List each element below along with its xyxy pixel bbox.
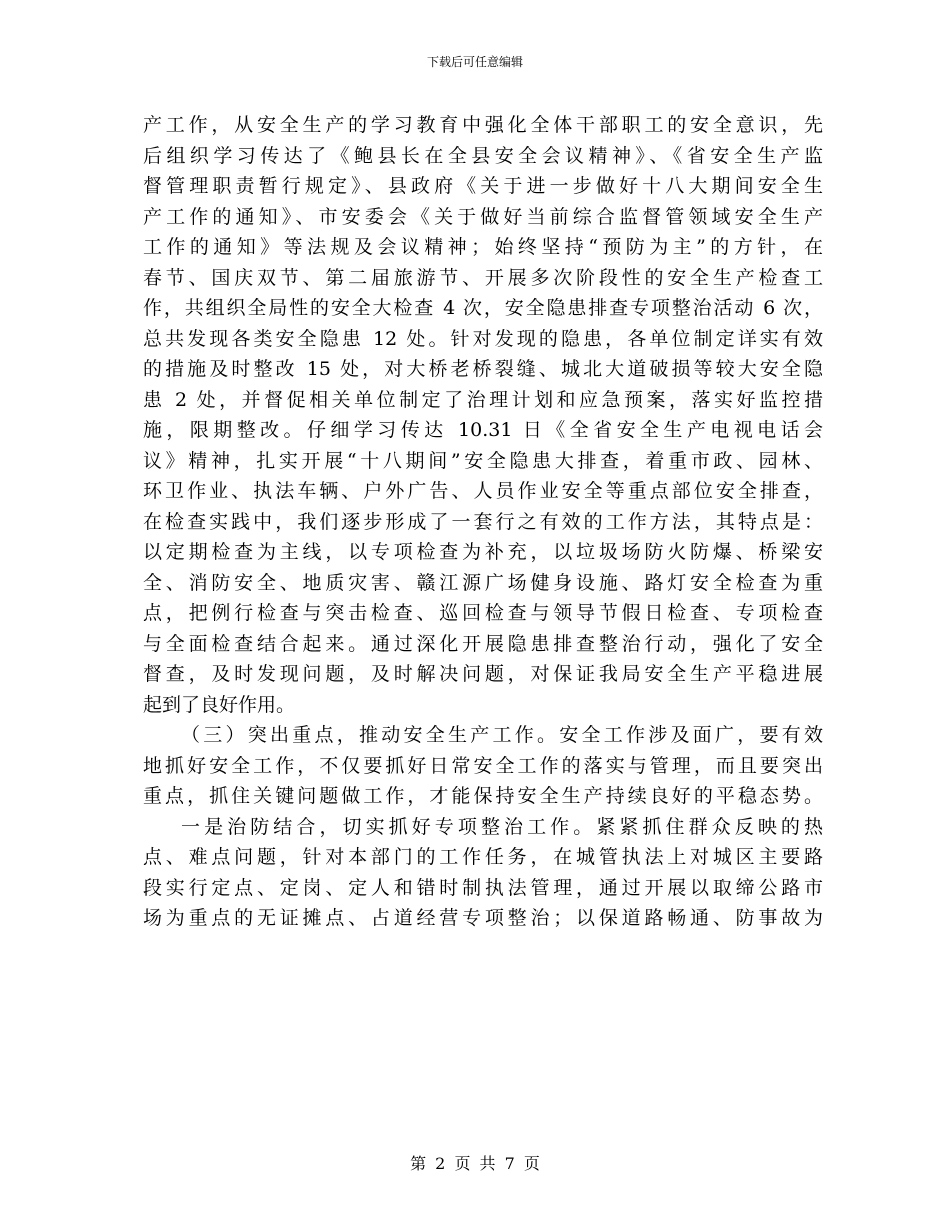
- page-footer: 第 2 页 共 7 页: [410, 1154, 540, 1173]
- text-line: 一是治防结合，切实抓好专项整治工作。紧紧抓住群众反映的热: [181, 815, 823, 838]
- text-line: 督管理职责暂行规定》、县政府《关于进一步做好十八大期间安全生: [143, 175, 823, 197]
- text-line: 起到了良好作用。: [143, 693, 296, 716]
- text-line: 督查，及时发现问题，及时解决问题，对保证我局安全生产平稳进展: [143, 663, 823, 685]
- text-line: 重点，抓住关键问题做工作，才能保持安全生产持续良好的平稳态势。: [143, 785, 823, 807]
- text-line: 点，把例行检查与突击检查、巡回检查与领导节假日检查、专项检查: [143, 602, 823, 624]
- text-line: 全、消防安全、地质灾害、赣江源广场健身设施、路灯安全检查为重: [143, 571, 823, 594]
- text-line: 患 2 处，并督促相关单位制定了治理计划和应急预案，落实好监控措: [143, 388, 823, 411]
- text-line: 春节、国庆双节、第二届旅游节、开展多次阶段性的安全生产检查工: [143, 266, 823, 289]
- paragraph-1: [143, 110, 823, 720]
- text-line: 点、难点问题，针对本部门的工作任务，在城管执法上对城区主要路: [143, 846, 823, 868]
- text-line: 后组织学习传达了《鲍县长在全县安全会议精神》、《省安全生产监: [143, 144, 823, 167]
- text-line: 作，共组织全局性的安全大检查 4 次，安全隐患排查专项整治活动 6 次，: [143, 297, 823, 319]
- text-line: （三）突出重点，推动安全生产工作。安全工作涉及面广，要有效: [181, 724, 823, 746]
- text-line: 产工作，从安全生产的学习教育中强化全体干部职工的安全意识，先: [143, 114, 823, 136]
- page-header: 下载后可任意编辑: [426, 55, 523, 69]
- paragraph-3: [143, 812, 823, 934]
- text-line: 与全面检查结合起来。通过深化开展隐患排查整治行动，强化了安全: [143, 632, 823, 655]
- text-line: 场为重点的无证摊点、占道经营专项整治；以保道路畅通、防事故为: [143, 907, 823, 929]
- text-line: 在检查实践中，我们逐步形成了一套行之有效的工作方法，其特点是：: [143, 510, 823, 533]
- text-line: 议》精神，扎实开展“十八期间”安全隐患大排查，着重市政、园林、: [143, 449, 823, 472]
- document-body: [143, 110, 823, 934]
- text-line: 段实行定点、定岗、定人和错时制执法管理，通过开展以取缔公路市: [143, 876, 823, 899]
- text-line: 环卫作业、执法车辆、户外广告、人员作业安全等重点部位安全排查，: [143, 480, 823, 502]
- text-line: 总共发现各类安全隐患 12 处。针对发现的隐患，各单位制定详实有效: [143, 327, 823, 350]
- paragraph-2: [143, 720, 823, 812]
- text-line: 以定期检查为主线，以专项检查为补充，以垃圾场防火防爆、桥梁安: [143, 541, 823, 563]
- text-line: 的措施及时整改 15 处，对大桥老桥裂缝、城北大道破损等较大安全隐: [143, 358, 823, 380]
- text-line: 产工作的通知》、市安委会《关于做好当前综合监督管领域安全生产: [143, 205, 823, 228]
- text-line: 地抓好安全工作，不仅要抓好日常安全工作的落实与管理，而且要突出: [143, 754, 823, 777]
- text-line: 施，限期整改。仔细学习传达 10.31 日《全省安全生产电视电话会: [143, 419, 823, 441]
- text-line: 工作的通知》等法规及会议精神；始终坚持“预防为主”的方针，在: [143, 236, 823, 258]
